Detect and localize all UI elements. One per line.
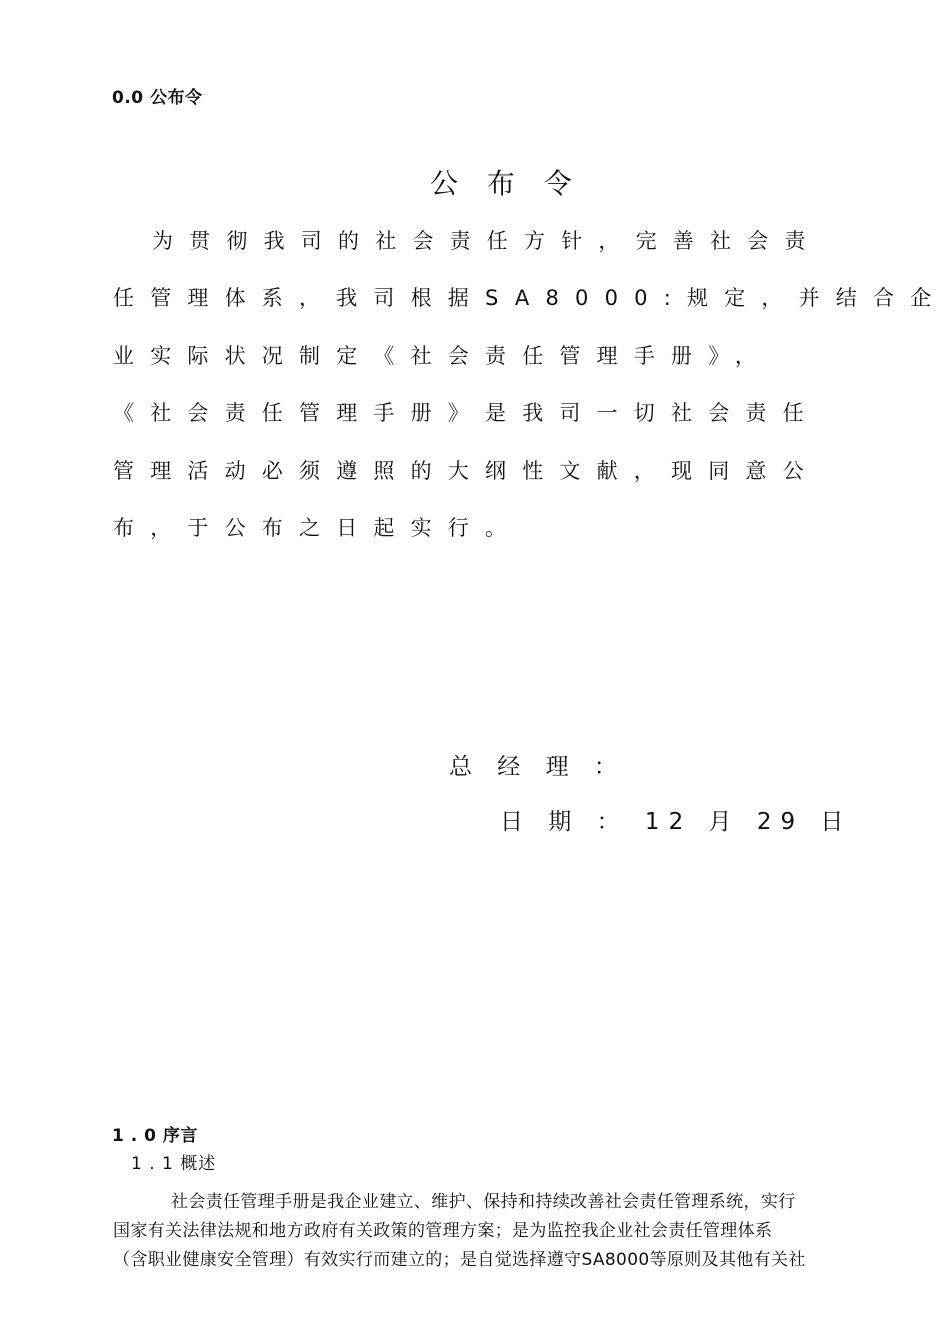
date-label: 日 期 ： 12 月 29 日 (500, 809, 853, 835)
section-heading: 1 . 0 序言 (112, 1126, 198, 1146)
subsection-heading: 1 . 1 概述 (131, 1154, 217, 1174)
body-line: 国家有关法律法规和地方政府有关政策的管理方案；是为监控我企业社会责任管理体系 (113, 1221, 773, 1241)
body-line: 社会责任管理手册是我企业建立、维护、保持和持续改善社会责任管理系统，实行 (171, 1192, 796, 1212)
body-line: （含职业健康安全管理）有效实行而建立的；是自觉选择遵守SA8000等原则及其他有关社 (113, 1250, 806, 1270)
paragraph-line: 《社会责任管理手册》是我司一切社会责任 (113, 401, 820, 425)
paragraph-line: 任管理体系，我司根据SA8000:规定，并结合企 (113, 286, 948, 310)
paragraph-line: 为贯彻我司的社会责任方针，完善社会责 (152, 229, 822, 253)
paragraph-line: 业实际状况制定《社会责任管理手册》， (113, 344, 773, 368)
paragraph-line: 管理活动必须遵照的大纲性文献，现同意公 (113, 459, 820, 483)
manager-label: 总 经 理 ： (449, 754, 626, 780)
page-title: 公 布 令 (430, 167, 582, 200)
section-heading: 0.0 公布令 (112, 88, 203, 108)
paragraph-line: 布，于公布之日起实行。 (113, 516, 523, 540)
